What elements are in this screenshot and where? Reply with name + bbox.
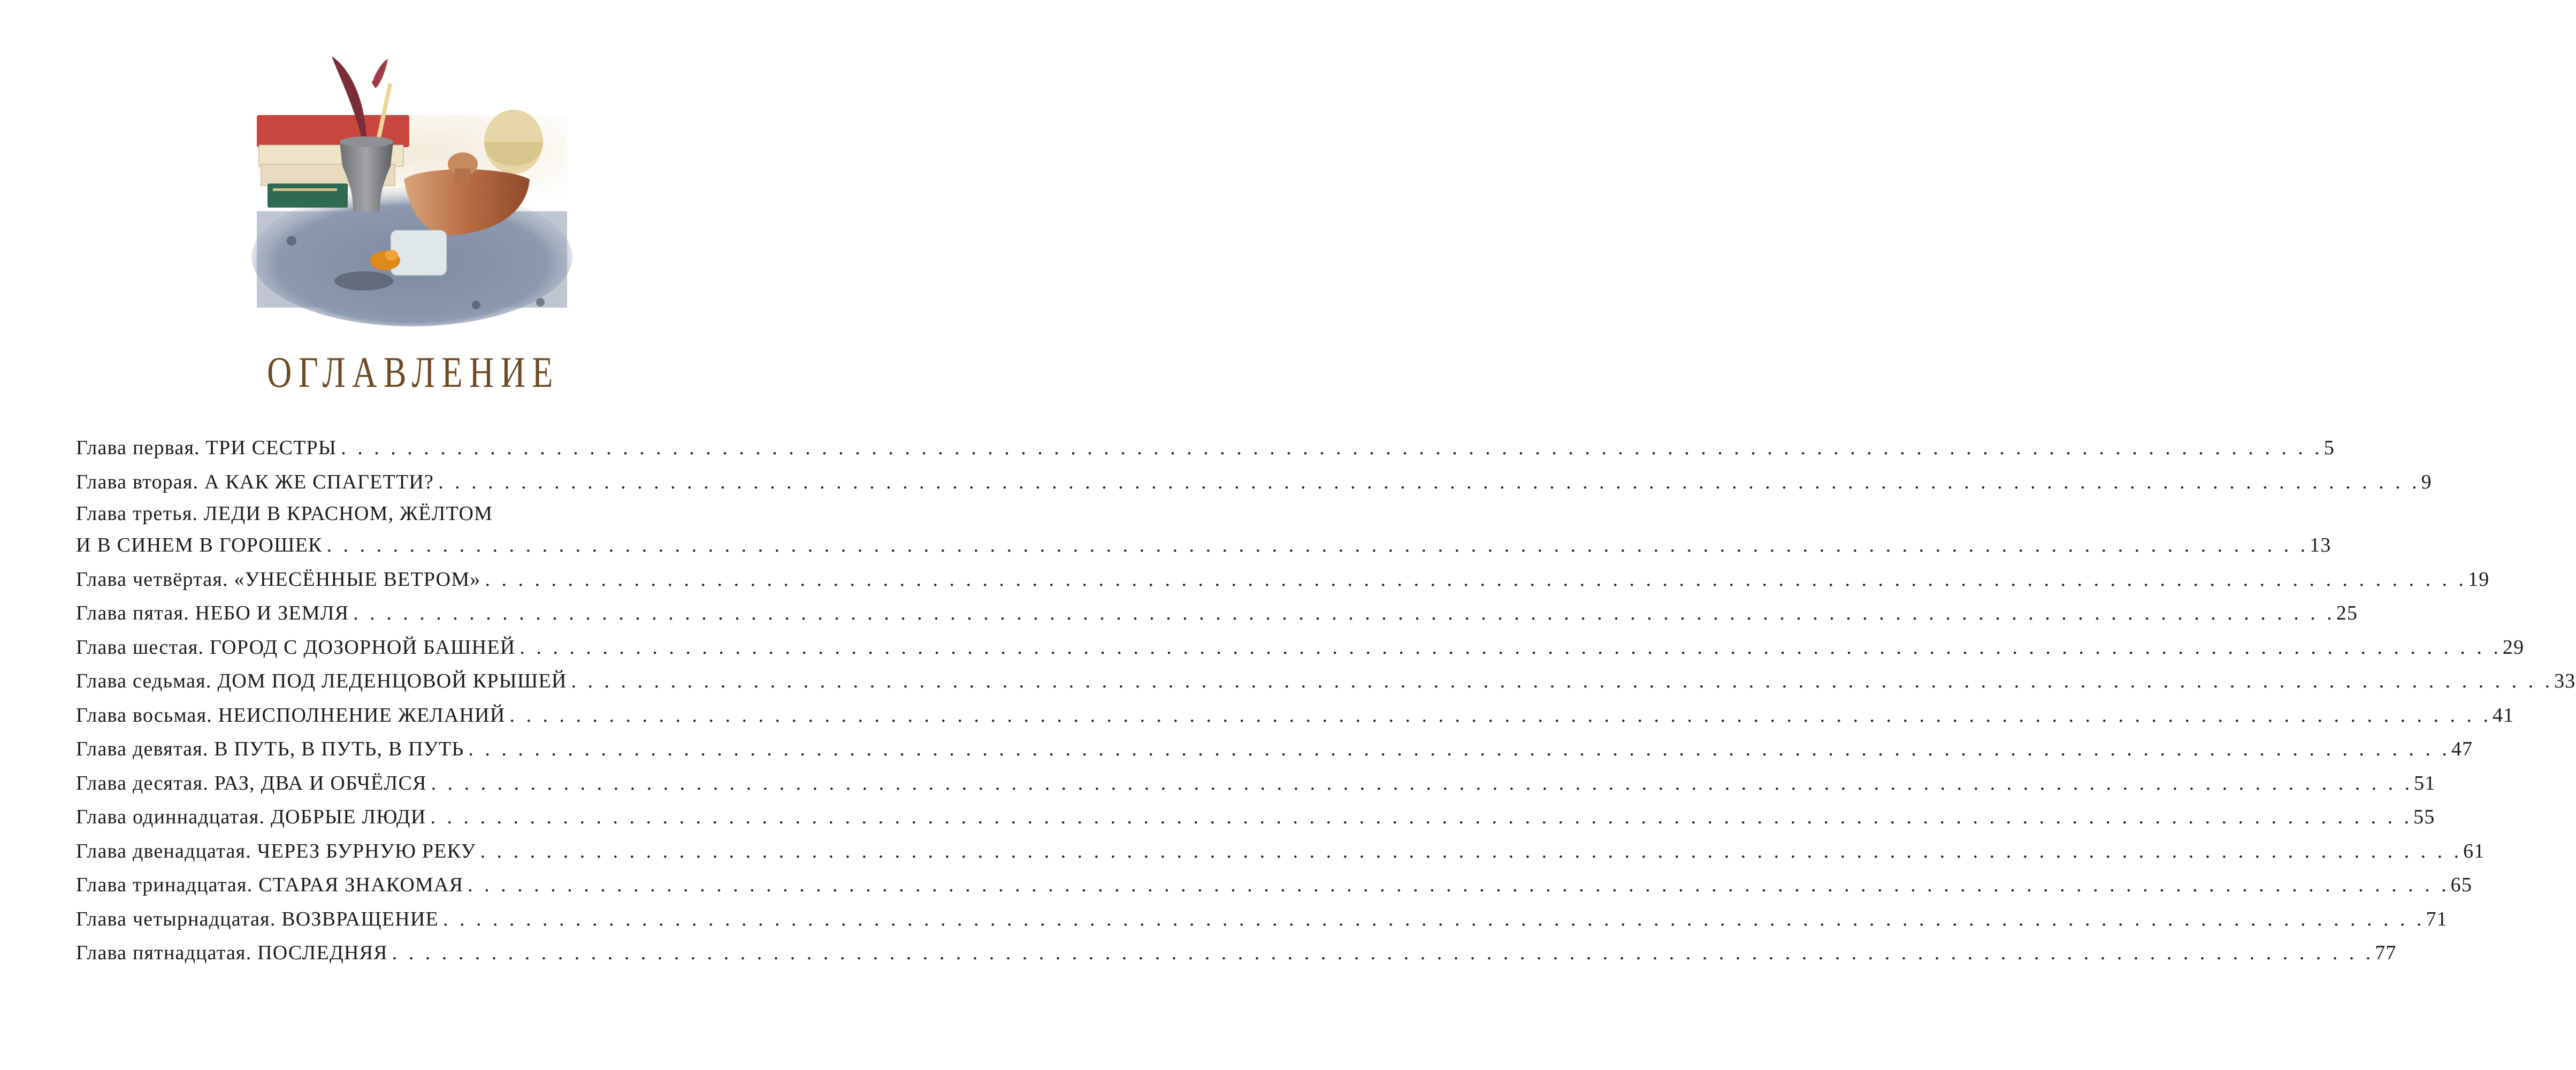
toc-page-number: 47 xyxy=(2451,738,2473,760)
toc-entry-title: Глава седьмая. ДОМ ПОД ЛЕДЕНЦОВОЙ КРЫШЕЙ xyxy=(76,670,567,692)
dot-leader: . . . . . . . . . . . . . . . . . . . . . . . . . . . . . . . . . . . . . . . . . . . . . . . . . . . . . . . . . . . . . . . . . . . . . . . . . . . . . . . . . . . . . . . . . . . . . . . . . . . . . . . . . . . . . . . . . . . . . . . . xyxy=(519,636,2502,659)
dot-leader: . . . . . . . . . . . . . . . . . . . . . . . . . . . . . . . . . . . . . . . . . . . . . . . . . . . . . . . . . . . . . . . . . . . . . . . . . . . . . . . . . . . . . . . . . . . . . . . . . . . . . . . . . . . . . . . . . . . . . . . . xyxy=(468,738,2450,760)
toc-page-number: 71 xyxy=(2426,907,2448,930)
page-title: ОГЛАВЛЕНИЕ xyxy=(267,348,560,396)
dot-leader: . . . . . . . . . . . . . . . . . . . . . . . . . . . . . . . . . . . . . . . . . . . . . . . . . . . . . . . . . . . . . . . . . . . . . . . . . . . . . . . . . . . . . . . . . . . . . . . . . . . . . . . . . . . . . . . . . . . . . . . . xyxy=(341,437,2323,459)
toc-entry[interactable] xyxy=(76,465,2432,500)
toc-page-number: 51 xyxy=(2414,771,2436,794)
toc-page-number: 5 xyxy=(2323,437,2335,459)
toc-entry-title: Глава вторая. А КАК ЖЕ СПАГЕТТИ? xyxy=(76,470,434,493)
toc-entry-title: Глава пятнадцатая. ПОСЛЕДНЯЯ xyxy=(76,942,388,964)
toc-entry-title: Глава восьмая. НЕИСПОЛНЕНИЕ ЖЕЛАНИЙ xyxy=(76,704,506,727)
toc-entry[interactable] xyxy=(76,835,2485,869)
toc-entry[interactable] xyxy=(76,767,2436,801)
toc-entry[interactable] xyxy=(76,699,2514,733)
toc-page-number: 33 xyxy=(2554,670,2576,692)
toc-entry-title: Глава шестая. ГОРОД С ДОЗОРНОЙ БАШНЕЙ xyxy=(76,636,516,659)
toc-entry[interactable] xyxy=(76,631,2525,665)
dot-leader: . . . . . . . . . . . . . . . . . . . . . . . . . . . . . . . . . . . . . . . . . . . . . . . . . . . . . . . . . . . . . . . . . . . . . . . . . . . . . . . . . . . . . . . . . . . . . . . . . . . . . . . . . . . . . . . . . . . . . . . . xyxy=(430,806,2413,828)
toc-page-number: 65 xyxy=(2450,874,2473,896)
toc-entry[interactable] xyxy=(76,936,2397,970)
toc-entry-title: Глава одиннадцатая. ДОБРЫЕ ЛЮДИ xyxy=(76,806,426,828)
toc-page-number: 77 xyxy=(2375,942,2397,964)
dot-leader: . . . . . . . . . . . . . . . . . . . . . . . . . . . . . . . . . . . . . . . . . . . . . . . . . . . . . . . . . . . . . . . . . . . . . . . . . . . . . . . . . . . . . . . . . . . . . . . . . . . . . . . . . . . . . . . . . . . . . . . . xyxy=(438,470,2420,493)
toc-entry[interactable] xyxy=(76,597,2358,631)
toc-page-number: 13 xyxy=(2310,534,2332,556)
toc-entry[interactable] xyxy=(76,431,2335,465)
dot-leader: . . . . . . . . . . . . . . . . . . . . . . . . . . . . . . . . . . . . . . . . . . . . . . . . . . . . . . . . . . . . . . . . . . . . . . . . . . . . . . . . . . . . . . . . . . . . . . . . . . . . . . . . . . . . . . . . . . . . . . . . xyxy=(485,568,2467,591)
toc-entry-title: И В СИНЕМ В ГОРОШЕК xyxy=(76,534,323,556)
toc-page-number: 61 xyxy=(2463,839,2485,862)
dot-leader: . . . . . . . . . . . . . . . . . . . . . . . . . . . . . . . . . . . . . . . . . . . . . . . . . . . . . . . . . . . . . . . . . . . . . . . . . . . . . . . . . . . . . . . . . . . . . . . . . . . . . . . . . . . . . . . . . . . . . . . . xyxy=(468,874,2450,896)
toc-entry-title: Глава пятая. НЕБО И ЗЕМЛЯ xyxy=(76,602,349,624)
dot-leader: . . . . . . . . . . . . . . . . . . . . . . . . . . . . . . . . . . . . . . . . . . . . . . . . . . . . . . . . . . . . . . . . . . . . . . . . . . . . . . . . . . . . . . . . . . . . . . . . . . . . . . . . . . . . . . . . . . . . . . . . xyxy=(442,907,2425,930)
toc-entry[interactable] xyxy=(76,800,2435,835)
toc-entry-title: Глава первая. ТРИ СЕСТРЫ xyxy=(76,437,337,459)
toc-entry[interactable] xyxy=(76,499,2332,563)
toc-page-number: 9 xyxy=(2421,470,2432,493)
toc-entry[interactable] xyxy=(76,732,2473,767)
dot-leader: . . . . . . . . . . . . . . . . . . . . . . . . . . . . . . . . . . . . . . . . . . . . . . . . . . . . . . . . . . . . . . . . . . . . . . . . . . . . . . . . . . . . . . . . . . . . . . . . . . . . . . . . . . . . . . . . . . . . . . . . xyxy=(431,771,2413,794)
toc-entry[interactable] xyxy=(76,664,2576,699)
toc-entry-title: Глава тринадцатая. СТАРАЯ ЗНАКОМАЯ xyxy=(76,874,464,896)
toc-page-number: 55 xyxy=(2413,806,2435,828)
toc-entry-title: Глава десятая. РАЗ, ДВА И ОБЧЁЛСЯ xyxy=(76,771,427,794)
toc-entry[interactable] xyxy=(76,903,2448,937)
toc-page-number: 25 xyxy=(2336,602,2358,624)
dot-leader: . . . . . . . . . . . . . . . . . . . . . . . . . . . . . . . . . . . . . . . . . . . . . . . . . . . . . . . . . . . . . . . . . . . . . . . . . . . . . . . . . . . . . . . . . . . . . . . . . . . . . . . . . . . . . . . . . . . . . . . . xyxy=(326,534,2309,556)
dot-leader: . . . . . . . . . . . . . . . . . . . . . . . . . . . . . . . . . . . . . . . . . . . . . . . . . . . . . . . . . . . . . . . . . . . . . . . . . . . . . . . . . . . . . . . . . . . . . . . . . . . . . . . . . . . . . . . . . . . . . . . . xyxy=(353,602,2335,624)
dot-leader: . . . . . . . . . . . . . . . . . . . . . . . . . . . . . . . . . . . . . . . . . . . . . . . . . . . . . . . . . . . . . . . . . . . . . . . . . . . . . . . . . . . . . . . . . . . . . . . . . . . . . . . . . . . . . . . . . . . . . . . . xyxy=(480,839,2463,862)
toc-page-number: 19 xyxy=(2468,568,2490,591)
table-of-contents xyxy=(76,431,2576,970)
dot-leader: . . . . . . . . . . . . . . . . . . . . . . . . . . . . . . . . . . . . . . . . . . . . . . . . . . . . . . . . . . . . . . . . . . . . . . . . . . . . . . . . . . . . . . . . . . . . . . . . . . . . . . . . . . . . . . . . . . . . . . . . xyxy=(509,704,2491,727)
books-inkwell-illustration-icon xyxy=(251,51,572,321)
toc-page-number: 29 xyxy=(2502,636,2525,659)
toc-entry-title: Глава двенадцатая. ЧЕРЕЗ БУРНУЮ РЕКУ xyxy=(76,839,476,862)
toc-entry-title: Глава четырнадцатая. ВОЗВРАЩЕНИЕ xyxy=(76,907,439,930)
toc-entry-title-line: Глава третья. ЛЕДИ В КРАСНОМ, ЖЁЛТОМ xyxy=(76,502,493,525)
toc-page-number: 41 xyxy=(2492,704,2514,727)
dot-leader: . . . . . . . . . . . . . . . . . . . . . . . . . . . . . . . . . . . . . . . . . . . . . . . . . . . . . . . . . . . . . . . . . . . . . . . . . . . . . . . . . . . . . . . . . . . . . . . . . . . . . . . . . . . . . . . . . . . . . . . . xyxy=(392,942,2374,964)
dot-leader: . . . . . . . . . . . . . . . . . . . . . . . . . . . . . . . . . . . . . . . . . . . . . . . . . . . . . . . . . . . . . . . . . . . . . . . . . . . . . . . . . . . . . . . . . . . . . . . . . . . . . . . . . . . . . . . . . . . . . . . . xyxy=(571,670,2554,692)
toc-entry-title: Глава девятая. В ПУТЬ, В ПУТЬ, В ПУТЬ xyxy=(76,738,464,760)
toc-entry[interactable] xyxy=(76,563,2490,597)
toc-entry-title: Глава четвёртая. «УНЕСЁННЫЕ ВЕТРОМ» xyxy=(76,568,481,591)
toc-entry[interactable] xyxy=(76,868,2473,903)
